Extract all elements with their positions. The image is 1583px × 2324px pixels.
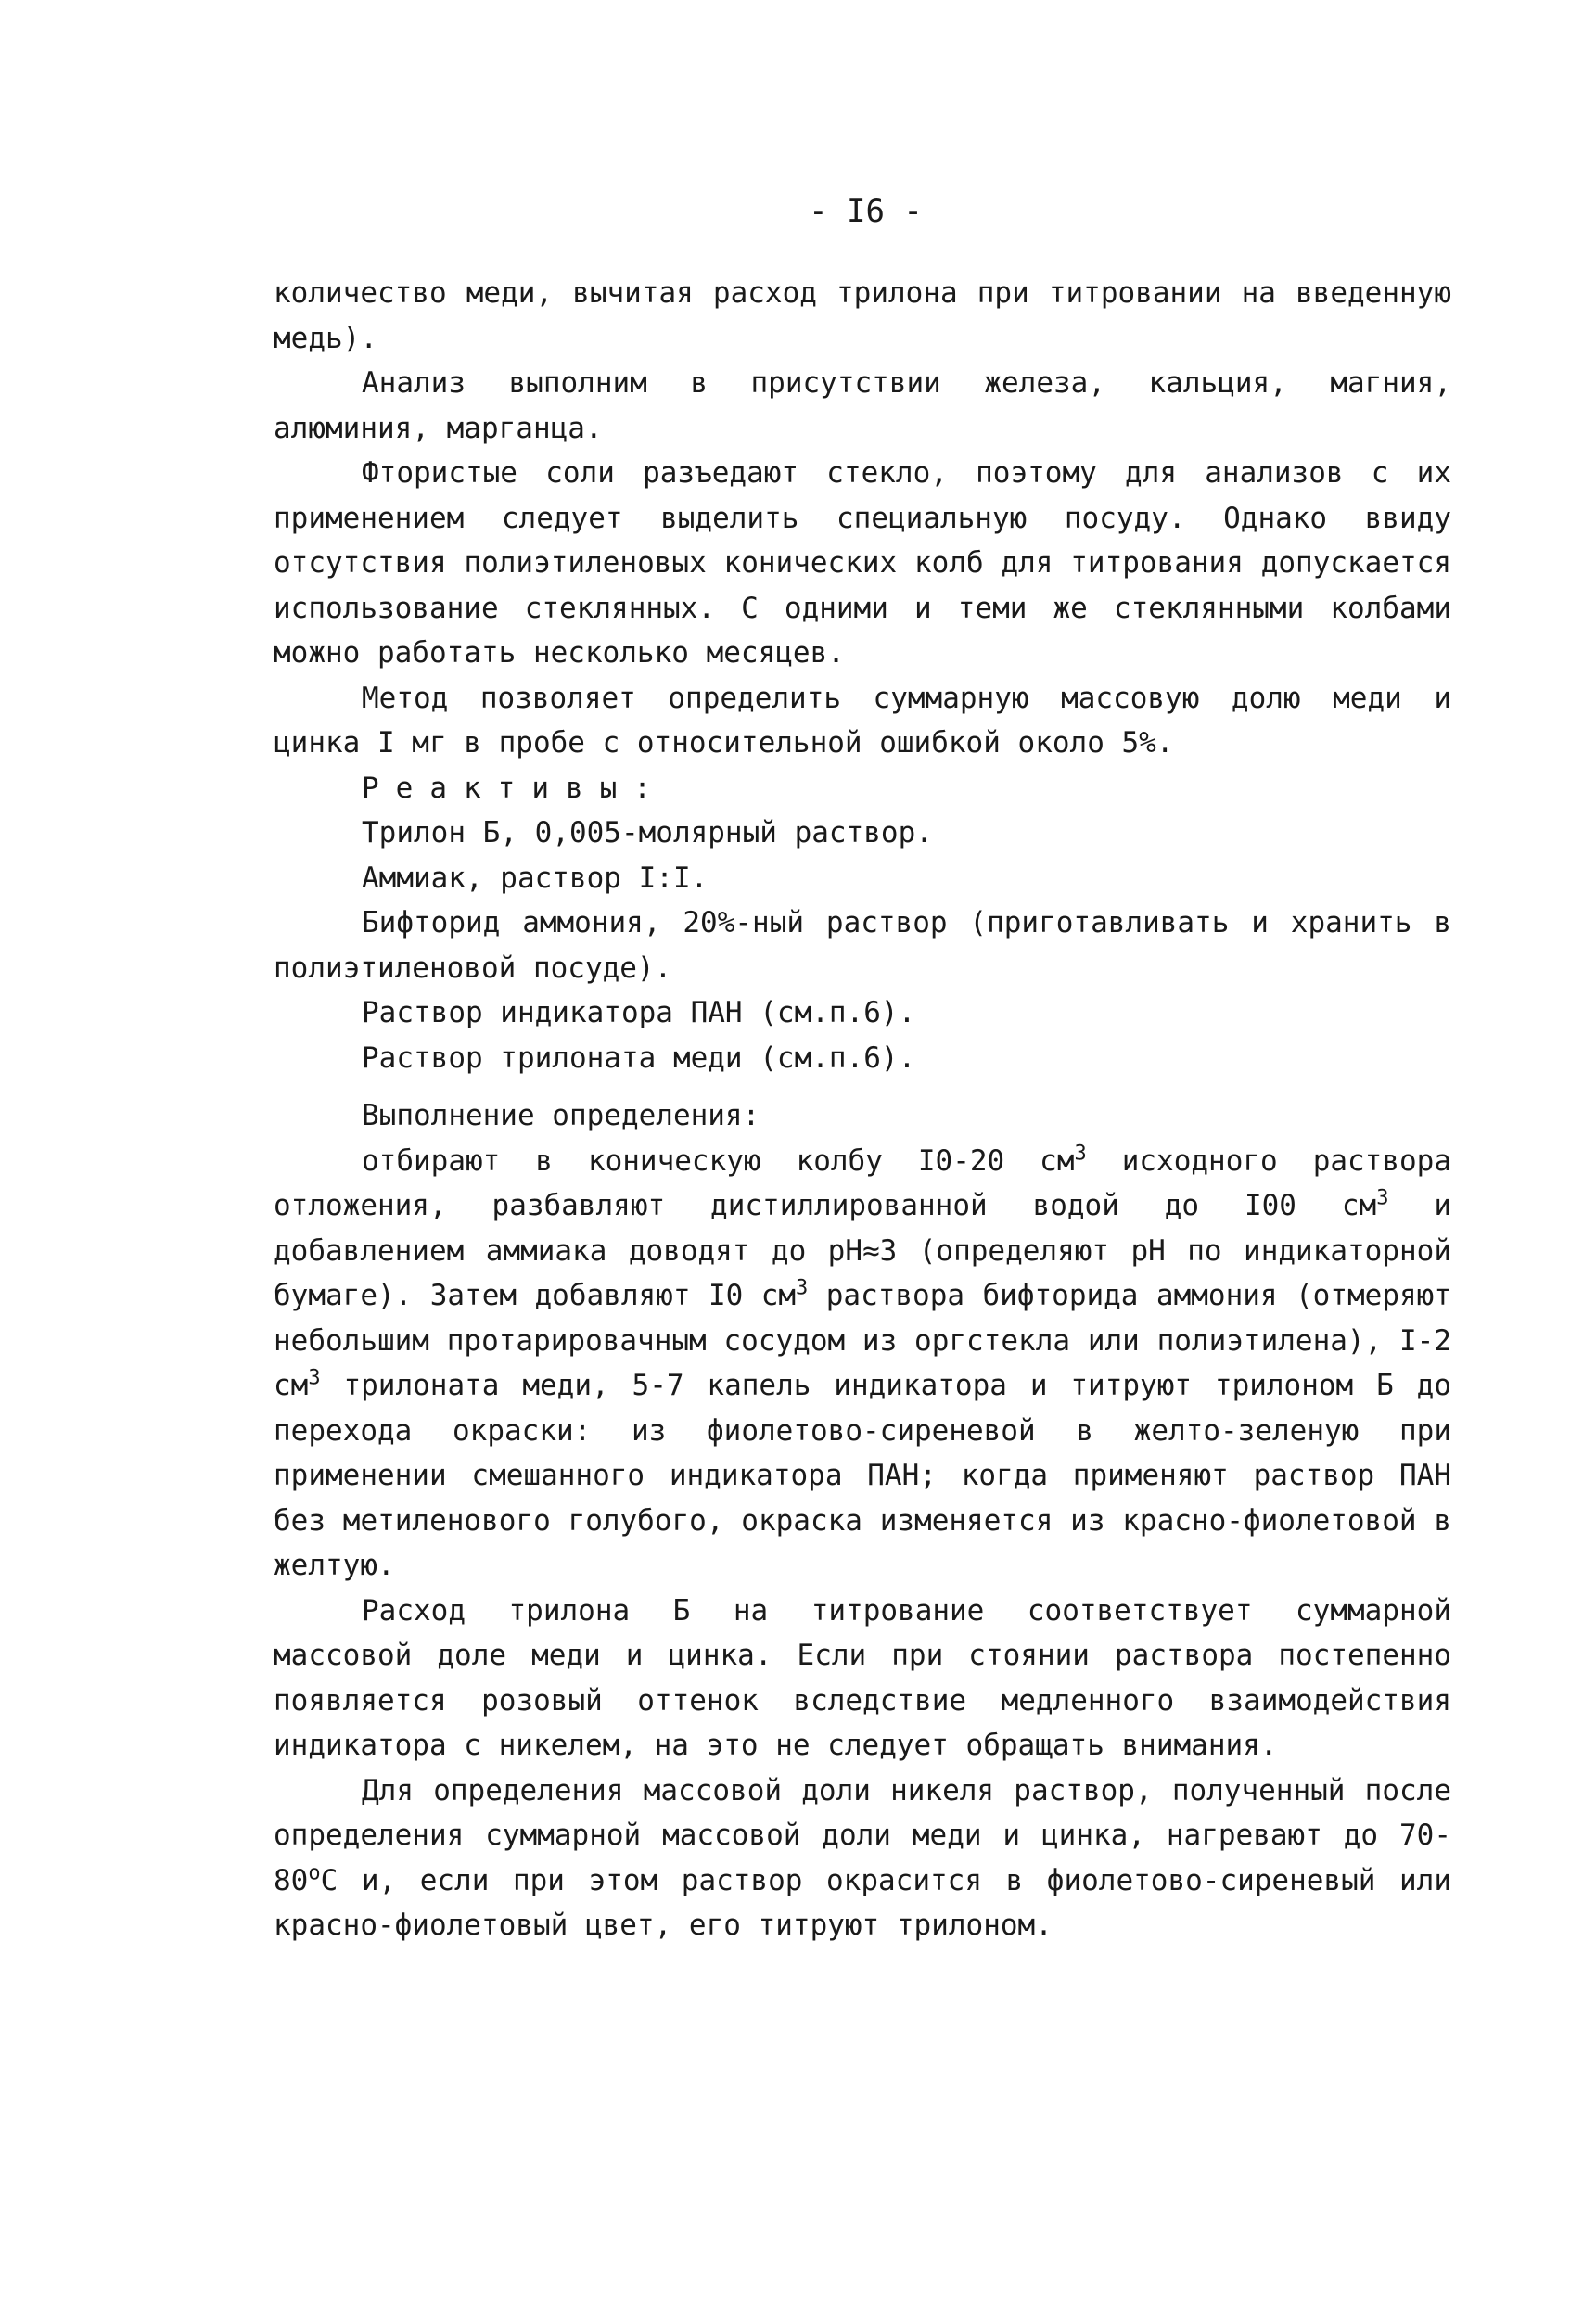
reagent-copper-trilonate: Раствор трилоната меди (см.п.6). xyxy=(362,1041,916,1075)
procedure-text-4: раствора бифторида аммония (отмеряют небольшим протарировачным сосудом из оргстекла или полиэтилена), I-2 см xyxy=(274,1279,1451,1402)
reagents-heading: Реактивы: xyxy=(362,771,668,805)
superscript-degree: о xyxy=(308,1861,321,1885)
paragraph-copper-continuation: количество меди, вычитая расход трилона при титровании на введенную медь). xyxy=(274,276,1451,355)
superscript-cubic: 3 xyxy=(308,1366,321,1390)
paragraph-titration-result: Расход трилона Б на титрование соответствует суммарной массовой доле меди и цинка. Если при стоянии раствора постепенно появляется розовый оттенок вследствие медленного взаимодействия индикатора с никелем, на это не следует обращать внимания. xyxy=(274,1593,1451,1762)
superscript-cubic: 3 xyxy=(1376,1186,1389,1210)
body-text xyxy=(274,271,1451,1948)
reagent-pan-indicator: Раствор индикатора ПАН (см.п.6). xyxy=(362,996,916,1029)
procedure-text-1: отбирают в коническую колбу I0-20 см xyxy=(362,1143,1075,1178)
reagent-ammonia: Аммиак, раствор I:I. xyxy=(362,861,709,895)
page-number: - I6 - xyxy=(809,193,923,230)
nickel-text-1: Для определения массовой доли никеля раствор, полученный после определения суммарной массовой доли меди и цинка, нагревают до 70-80 xyxy=(274,1773,1451,1897)
paragraph-method-accuracy: Метод позволяет определить суммарную массовую долю меди и цинка I мг в пробе с относительной ошибкой около 5%. xyxy=(274,681,1451,760)
paragraph-procedure xyxy=(274,1139,1451,1589)
nickel-text-2: С и, если при этом раствор окрасится в фиолетово-сиреневый или красно-фиолетовый цвет, его титруют трилоном. xyxy=(274,1863,1451,1942)
superscript-cubic: 3 xyxy=(1074,1142,1087,1166)
paragraph-fluoride-salts: Фтористые соли разъедают стекло, поэтому для анализов с их применением следует выделить специальную посуду. Однако ввиду отсутствия полиэтиленовых конических колб для титрования допускается использование стеклянных. С одними и теми же стеклянными колбами можно работать несколько месяцев. xyxy=(274,456,1451,670)
paragraph-nickel-determination xyxy=(274,1769,1451,1948)
procedure-heading: Выполнение определения: xyxy=(362,1099,760,1132)
procedure-text-5: трилоната меди, 5-7 капель индикатора и титруют трилоном Б до перехода окраски: из фиолетово-сиреневой в желто-зеленую при применении смешанного индикатора ПАН; когда применяют раствор ПАН без метиленового голубого, окраска изменяется из красно-фиолетовой в желтую. xyxy=(274,1369,1451,1582)
procedure-text-2: исходного раствора отложения, разбавляют дистиллированной водой до I00 см xyxy=(274,1143,1452,1222)
paragraph-analysis-conditions: Анализ выполним в присутствии железа, кальция, магния, алюминия, марганца. xyxy=(274,366,1451,445)
reagent-trilon: Трилон Б, 0,005-молярный раствор. xyxy=(362,816,933,849)
reagent-ammonium-bifluoride: Бифторид аммония, 20%-ный раствор (приготавливать и хранить в полиэтиленовой посуде). xyxy=(274,906,1451,985)
superscript-cubic: 3 xyxy=(796,1276,809,1300)
procedure-text-3: и добавлением аммиака доводят до рН≈3 (определяют рН по индикаторной бумаге). Затем добавляют I0 см xyxy=(274,1189,1451,1312)
